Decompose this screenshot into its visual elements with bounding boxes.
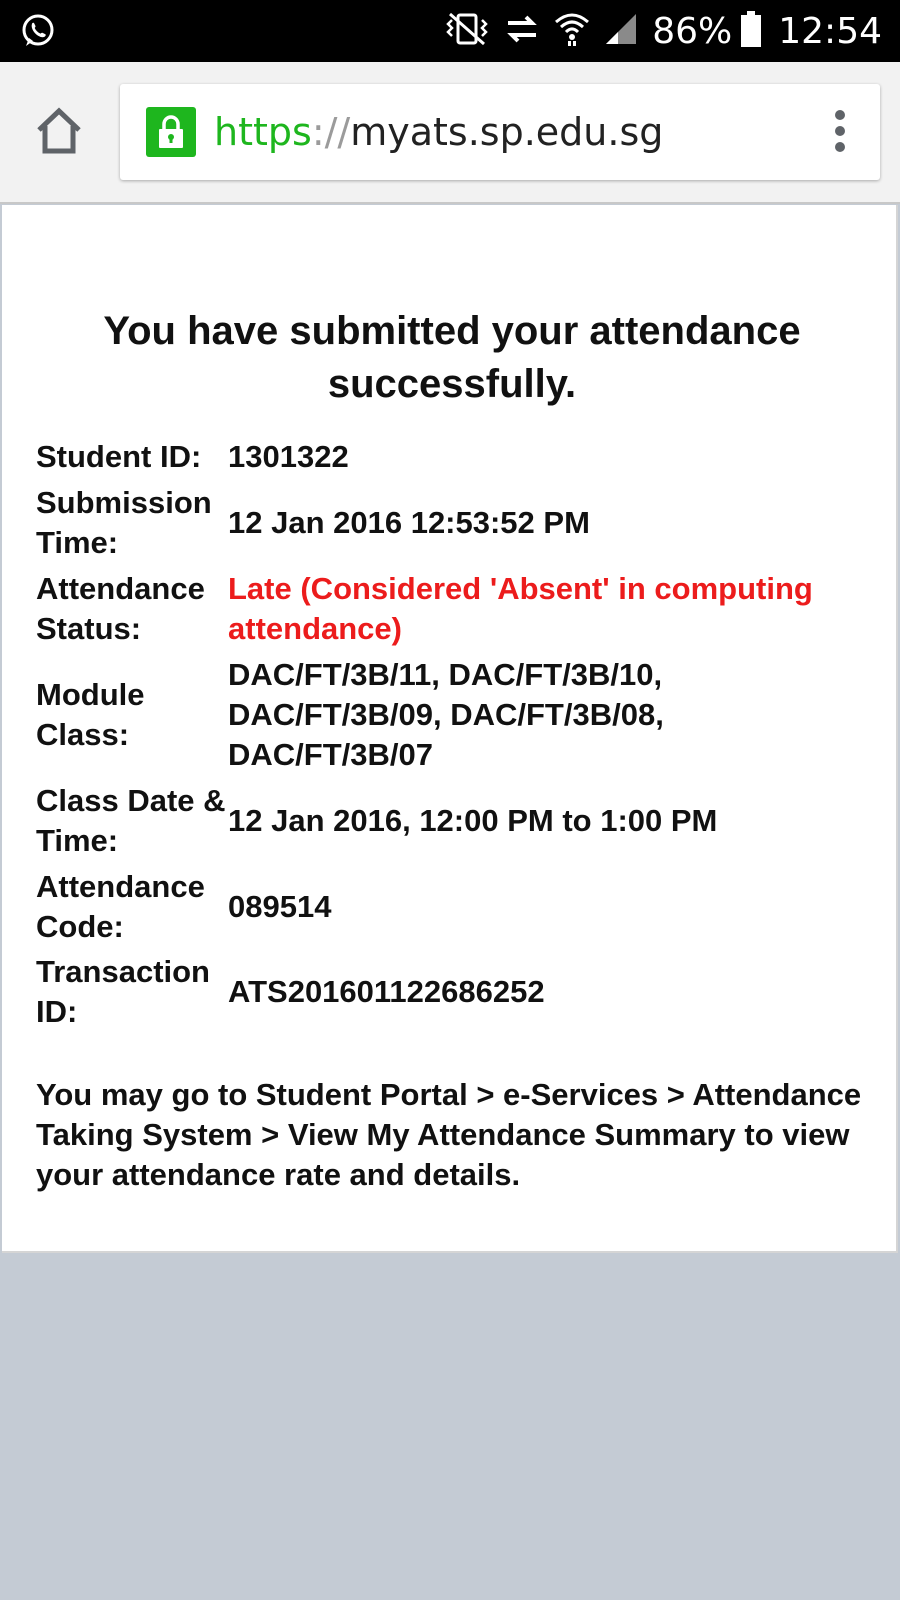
detail-value: 12 Jan 2016, 12:00 PM to 1:00 PM: [228, 803, 718, 838]
confirmation-card: [2, 205, 898, 1253]
url-separator: ://: [311, 110, 351, 154]
detail-value: 12 Jan 2016 12:53:52 PM: [228, 505, 590, 540]
detail-label: Attendance Status:: [36, 571, 205, 646]
url-host: myats.sp.edu.sg: [350, 110, 664, 154]
status-icons: [444, 0, 882, 62]
overflow-menu-icon[interactable]: [830, 110, 850, 154]
browser-toolbar: [0, 62, 900, 204]
detail-value: 1301322: [228, 439, 349, 474]
whatsapp-icon: [20, 13, 56, 49]
detail-value: DAC/FT/3B/11, DAC/FT/3B/10, DAC/FT/3B/09, DAC/FT/3B/08, DAC/FT/3B/07: [228, 657, 664, 772]
url-scheme: https: [214, 110, 312, 154]
page-title: You have submitted your attendance successfully.: [103, 309, 801, 406]
detail-row-module-class: [36, 655, 876, 775]
detail-row-submission-time: [36, 483, 876, 563]
home-icon[interactable]: [34, 106, 84, 156]
signal-icon: [604, 12, 638, 51]
detail-label: Transaction ID:: [36, 954, 210, 1029]
detail-label: Attendance Code:: [36, 869, 205, 944]
navigation-instructions: You may go to Student Portal > e-Services > Attendance Taking System > View My Attendance Summary to view your attendance rate and details.: [36, 1077, 862, 1192]
detail-label: Student ID:: [36, 439, 202, 474]
detail-row-student-id: [36, 437, 876, 477]
url-text[interactable]: [214, 108, 663, 156]
detail-label: Module Class:: [36, 677, 145, 752]
detail-value: Late (Considered 'Absent' in computing attendance): [228, 571, 813, 646]
detail-label: Submission Time:: [36, 485, 212, 560]
url-bar[interactable]: [120, 84, 880, 180]
detail-row-transaction-id: [36, 952, 876, 1032]
detail-value: 089514: [228, 889, 332, 924]
detail-row-attendance-status: [36, 569, 876, 649]
wifi-icon: [554, 12, 590, 51]
detail-label: Class Date & Time:: [36, 783, 226, 858]
vibrate-icon: [444, 12, 490, 51]
clock: 12:54: [778, 10, 882, 52]
detail-row-class-date-time: [36, 781, 876, 861]
lock-icon[interactable]: [146, 107, 196, 157]
data-transfer-icon: [504, 13, 540, 50]
battery-icon: [740, 11, 762, 52]
status-bar: [0, 0, 900, 62]
battery-percent: 86%: [652, 10, 733, 52]
detail-row-attendance-code: [36, 867, 876, 947]
detail-value: ATS201601122686252: [228, 974, 545, 1009]
